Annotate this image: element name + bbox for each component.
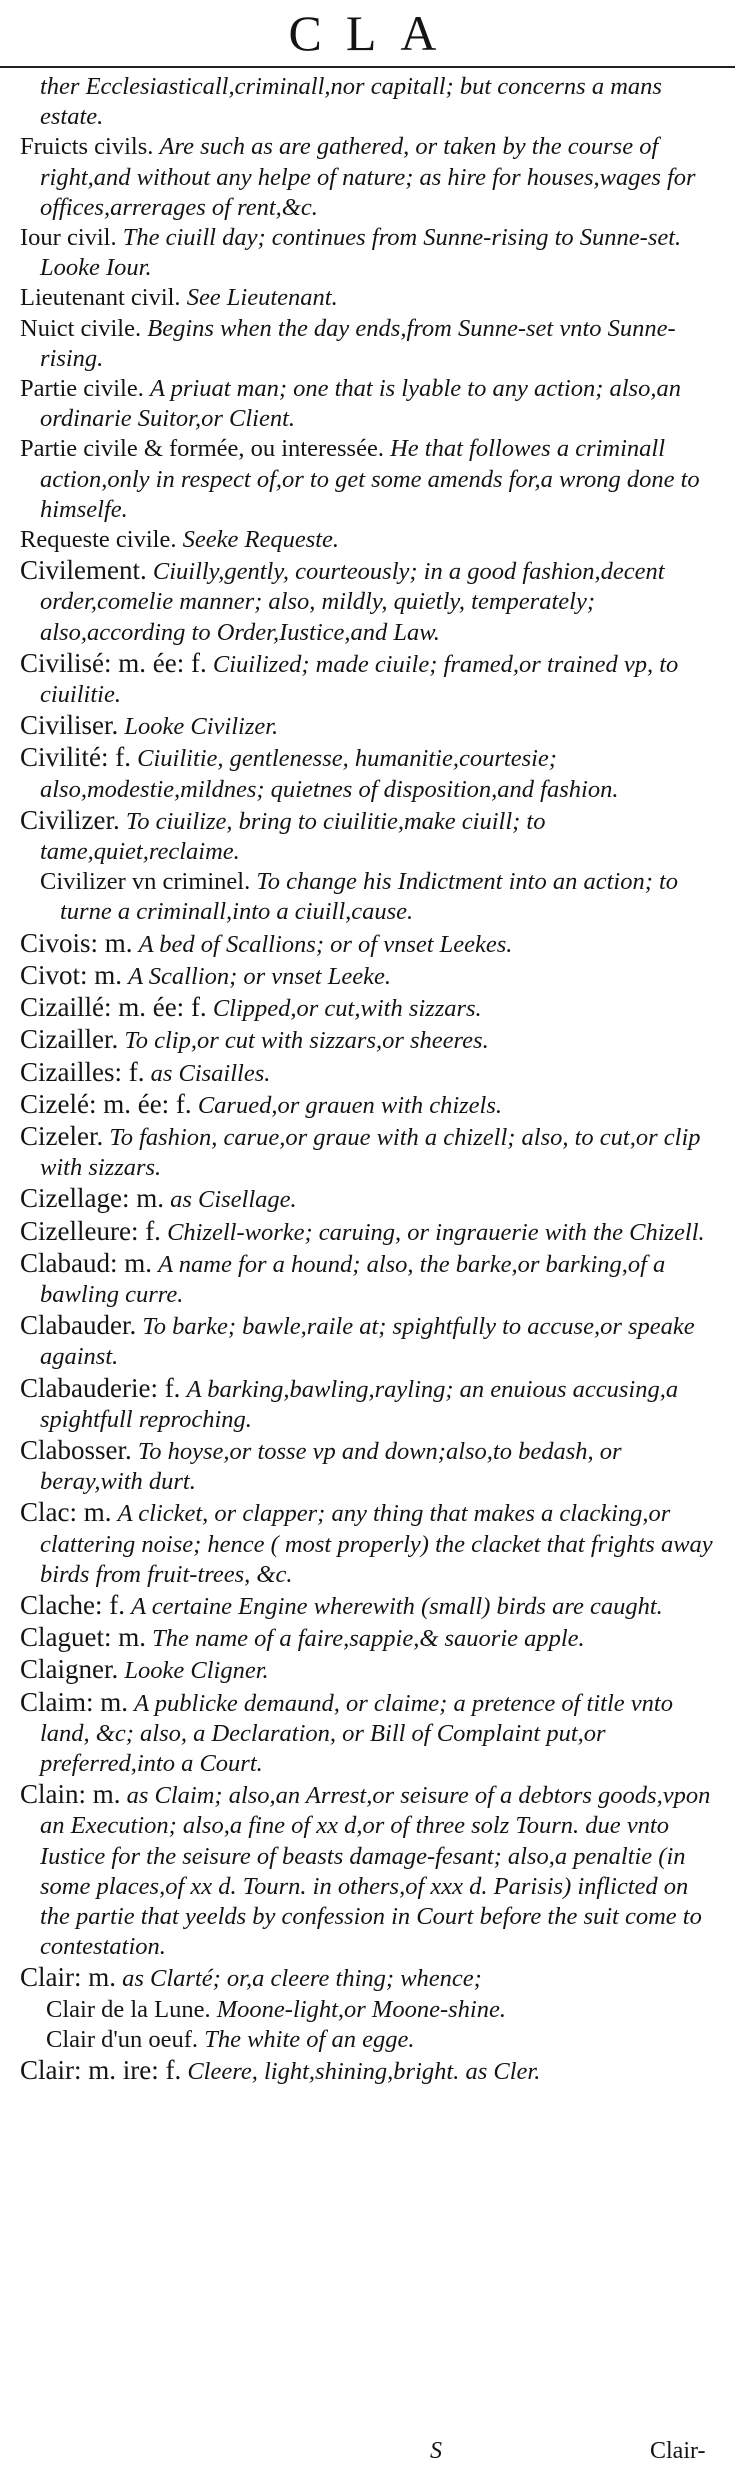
entry-definition: Looke Civilizer.	[124, 713, 279, 741]
dictionary-entry	[20, 132, 720, 223]
dictionary-entry	[20, 960, 720, 992]
dictionary-entry	[20, 314, 720, 374]
entry-headword: Clabauder.	[20, 1310, 137, 1341]
entry-headword: Cizelleure: f.	[20, 1215, 161, 1246]
entry-definition: Begins when the day ends,from Sunne-set vnto Sunne-rising.	[40, 314, 676, 372]
entry-list	[20, 72, 720, 2087]
entry-definition: A Scallion; or vnset Leeke.	[128, 962, 391, 990]
entry-definition: To clip,or cut with sizzars,or sheeres.	[124, 1027, 489, 1055]
entry-definition: Ciuilly,gently, courteously; in a good fashion,decent order,comelie manner; also, mildly, quietly, temperately; also,according to Order,Iustice,and Law.	[40, 558, 665, 646]
entry-headword: Lieutenant civil.	[20, 284, 181, 312]
dictionary-entry	[20, 2025, 720, 2055]
entry-definition: A clicket, or clapper; any thing that makes a clacking,or clattering noise; hence ( most properly) the clacket that frights away birds from fruit-trees, &c.	[40, 1500, 713, 1588]
entry-definition: See Lieutenant.	[186, 284, 338, 312]
dictionary-entry	[20, 867, 720, 927]
dictionary-entry	[20, 283, 720, 313]
dictionary-entry	[20, 1057, 720, 1089]
dictionary-entry	[20, 1310, 720, 1372]
dictionary-entry	[20, 555, 720, 648]
entry-definition: as Clarté; or,a cleere thing; whence;	[122, 1965, 482, 1993]
entry-headword: Cizellage: m.	[20, 1183, 164, 1214]
entry-headword: Clabaud: m.	[20, 1247, 152, 1278]
entry-definition: The white of an egge.	[204, 2025, 415, 2053]
entry-headword: Civilizer vn criminel.	[40, 868, 251, 896]
entry-definition: Ciuilized; made ciuile; framed,or trained vp, to ciuilitie.	[40, 650, 679, 709]
entry-headword: Civilisé: m. ée: f.	[20, 647, 207, 678]
entry-definition: as Claim; also,an Arrest,or seisure of a debtors goods,vpon an Execution; also,a fine of xx d,or of three solz Tourn. due vnto Iustice for the seisure of beasts damage-fesant; also,a penaltie (in some places,of xx d. Tourn. in others,of xxx d. Parisis) inflicted on the partie that yeelds by confession in Court before the suit come to contestation.	[40, 1782, 711, 1961]
dictionary-entry	[20, 1687, 720, 1780]
entry-headword: Civilizer.	[20, 804, 120, 835]
dictionary-entry	[20, 928, 720, 960]
entry-definition: Carued,or grauen with chizels.	[197, 1091, 503, 1119]
entry-definition: A publicke demaund, or claime; a pretence of title vnto land, &c; also, a Declaration, or Bill of Complaint put,or preferred,into a Court.	[40, 1689, 673, 1777]
page-footer	[0, 2438, 735, 2468]
entry-definition: To fashion, carue,or graue with a chizell; also, to cut,or clip with sizzars.	[40, 1123, 701, 1182]
dictionary-entry	[20, 1248, 720, 1310]
entry-headword: Partie civile.	[20, 375, 144, 403]
entry-headword: Cizaillé: m. ée: f.	[20, 992, 207, 1023]
entry-definition: A bed of Scallions; or of vnset Leekes.	[138, 930, 513, 958]
dictionary-entry	[20, 1654, 720, 1686]
entry-headword: Clain: m.	[20, 1779, 121, 1810]
entry-definition: To change his Indictment into an action; to turne a criminall,into a ciuill,cause.	[60, 868, 679, 926]
entry-headword: Civilement.	[20, 555, 147, 586]
dictionary-entry	[20, 805, 720, 867]
entry-headword: Cizailler.	[20, 1024, 119, 1055]
entry-headword: Fruicts civils.	[20, 133, 154, 161]
entry-definition: Ciuilitie, gentlenesse, humanitie,courtesie; also,modestie,mildnes; quietnes of disposition,and fashion.	[40, 745, 619, 803]
entry-headword: Clabosser.	[20, 1434, 132, 1465]
entry-definition: To ciuilize, bring to ciuilitie,make ciuill; to tame,quiet,reclaime.	[40, 807, 546, 866]
dictionary-entry	[20, 223, 720, 283]
entry-headword: Civilité: f.	[20, 742, 131, 773]
entry-headword: Clair: m. ire: f.	[20, 2055, 182, 2085]
entry-headword: Requeste civile.	[20, 526, 177, 554]
dictionary-entry	[20, 1622, 720, 1654]
dictionary-entry	[20, 434, 720, 525]
entry-definition: A name for a hound; also, the barke,or barking,of a bawling curre.	[40, 1250, 666, 1308]
dictionary-entry	[20, 742, 720, 804]
dictionary-entry	[20, 1216, 720, 1248]
entry-definition: Seeke Requeste.	[182, 526, 340, 554]
dictionary-entry	[20, 1089, 720, 1121]
entry-definition: as Cisailles.	[150, 1059, 271, 1087]
entry-definition: Are such as are gathered, or taken by the course of right,and without any helpe of nature; as hire for houses,wages for offices,arrerages of rent,&c.	[40, 133, 696, 221]
entry-headword: Clac: m.	[20, 1497, 112, 1528]
entry-definition: ther Ecclesiasticall,criminall,nor capitall; but concerns a mans estate.	[40, 73, 662, 131]
dictionary-entry	[20, 2055, 720, 2087]
signature-mark: S	[430, 2438, 442, 2464]
entry-definition: The ciuill day; continues from Sunne-rising to Sunne-set. Looke Iour.	[40, 224, 682, 282]
entry-definition: To hoyse,or tosse vp and down;also,to bedash, or beray,with durt.	[40, 1437, 622, 1496]
entry-headword: Clabauderie: f.	[20, 1372, 181, 1403]
dictionary-entry	[20, 1995, 720, 2025]
dictionary-entry	[20, 1590, 720, 1622]
dictionary-entry	[20, 1183, 720, 1215]
entry-definition: Clipped,or cut,with sizzars.	[212, 995, 482, 1023]
entry-definition: Cleere, light,shining,bright. as Cler.	[187, 2058, 541, 2085]
catchword: Clair-	[650, 2438, 706, 2464]
dictionary-entry	[20, 1497, 720, 1590]
dictionary-entry	[20, 525, 720, 555]
entry-definition: Chizell-worke; caruing, or ingrauerie with the Chizell.	[167, 1218, 705, 1246]
entry-definition: as Cisellage.	[170, 1186, 297, 1214]
entry-definition: The name of a faire,sappie,& sauorie apple.	[152, 1625, 585, 1653]
dictionary-entry	[20, 72, 720, 132]
entry-headword: Civot: m.	[20, 959, 123, 990]
dictionary-entry	[20, 648, 720, 710]
entry-definition: Looke Cligner.	[124, 1657, 269, 1685]
dictionary-entry	[20, 1962, 720, 1994]
entry-definition: A barking,bawling,rayling; an enuious accusing,a spightfull reproching.	[40, 1375, 679, 1433]
entry-headword: Cizelé: m. ée: f.	[20, 1088, 192, 1119]
entry-headword: Claigner.	[20, 1654, 119, 1685]
entry-definition: A priuat man; one that is lyable to any action; also,an ordinarie Suitor,or Client.	[40, 375, 681, 433]
dictionary-entry	[20, 374, 720, 434]
entry-definition: To barke; bawle,raile at; spightfully to accuse,or speake against.	[40, 1313, 695, 1371]
entry-headword: Civiliser.	[20, 710, 119, 741]
entry-headword: Cizeler.	[20, 1120, 104, 1151]
header-rule	[0, 66, 735, 68]
entry-headword: Nuict civile.	[20, 314, 142, 342]
page-header: CLA	[288, 5, 461, 61]
entry-headword: Claim: m.	[20, 1686, 128, 1717]
dictionary-entry	[20, 1121, 720, 1183]
dictionary-entry	[20, 1435, 720, 1497]
dictionary-entry	[20, 992, 720, 1024]
dictionary-entry	[20, 1779, 720, 1962]
entry-headword: Cizailles: f.	[20, 1056, 145, 1087]
entry-headword: Claguet: m.	[20, 1622, 146, 1653]
entry-definition: He that followes a criminall action,only in respect of,or to get some amends for,a wrong done to himselfe.	[40, 435, 700, 523]
entry-headword: Clair de la Lune.	[46, 1995, 211, 2023]
entry-definition: Moone-light,or Moone-shine.	[216, 1995, 506, 2023]
entry-headword: Partie civile & formée, ou interessée.	[20, 435, 384, 463]
entry-headword: Civois: m.	[20, 927, 133, 958]
dictionary-entry	[20, 1373, 720, 1435]
dictionary-entry	[20, 710, 720, 742]
entry-headword: Clair d'un oeuf.	[46, 2025, 199, 2053]
entry-headword: Clair: m.	[20, 1962, 116, 1993]
entry-headword: Clache: f.	[20, 1589, 125, 1620]
entry-definition: A certaine Engine wherewith (small) birds are caught.	[131, 1592, 663, 1620]
dictionary-entry	[20, 1024, 720, 1056]
entry-headword: Iour civil.	[20, 224, 117, 252]
